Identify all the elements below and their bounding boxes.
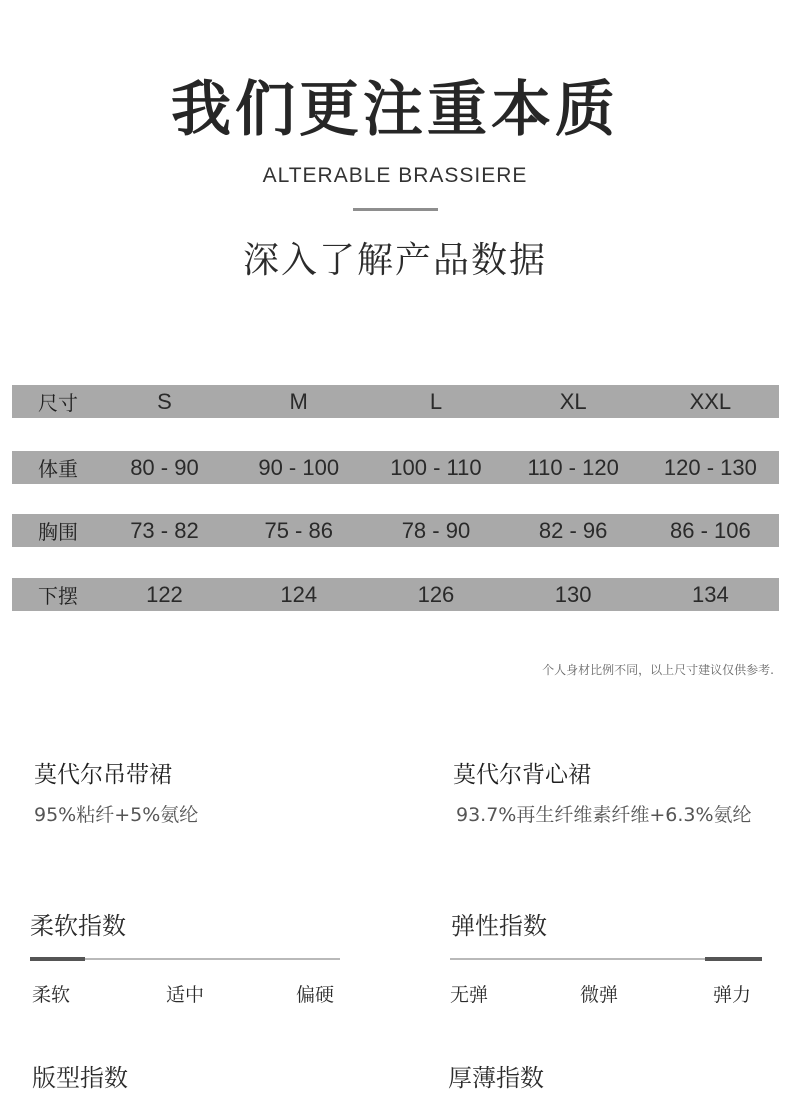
softness-scale-track <box>30 958 340 960</box>
table-cell: 124 <box>280 581 318 607</box>
table-cell: 80 - 90 <box>130 454 199 480</box>
section-subtitle: 深入了解产品数据 <box>242 240 547 281</box>
table-cell: M <box>289 388 308 414</box>
thickness-index-title: 厚薄指数 <box>448 1064 544 1092</box>
table-cell: 126 <box>417 581 455 607</box>
table-cell: 86 - 106 <box>670 517 751 543</box>
scale-label: 微弹 <box>580 984 619 1006</box>
table-cell: 90 - 100 <box>258 454 340 480</box>
row-label: 胸围 <box>38 520 78 544</box>
divider <box>353 208 438 211</box>
scale-label: 柔软 <box>32 984 71 1006</box>
table-cell: 122 <box>146 581 183 607</box>
table-cell: XXL <box>689 388 732 414</box>
fit-index-title: 版型指数 <box>32 1064 128 1092</box>
elasticity-scale-indicator <box>705 957 762 961</box>
softness-index-title: 柔软指数 <box>30 912 126 940</box>
table-cell: 82 - 96 <box>538 517 608 543</box>
table-cell: 73 - 82 <box>130 517 199 543</box>
scale-label: 偏硬 <box>296 984 335 1006</box>
table-cell: 110 - 120 <box>527 454 619 480</box>
table-cell: 120 - 130 <box>663 454 757 480</box>
table-cell: XL <box>559 388 587 414</box>
elasticity-index-title: 弹性指数 <box>451 912 547 940</box>
table-cell: 134 <box>692 581 729 607</box>
table-cell: S <box>157 388 172 414</box>
scale-label: 弹力 <box>713 984 752 1006</box>
table-cell: 130 <box>554 581 592 607</box>
fabric-name: 莫代尔背心裙 <box>453 762 591 788</box>
hem-row <box>12 578 779 611</box>
row-label: 下摆 <box>38 584 78 608</box>
table-cell: 100 - 110 <box>390 454 482 480</box>
fabric-composition: 93.7%再生纤维素纤维+6.3%氨纶 <box>456 804 752 826</box>
weight-row <box>12 451 779 484</box>
softness-scale-indicator <box>30 957 85 961</box>
fabric-composition: 95%粘纤+5%氨纶 <box>34 804 199 826</box>
row-label: 尺寸 <box>38 391 78 415</box>
row-label: 体重 <box>38 457 78 481</box>
fabric-name: 莫代尔吊带裙 <box>34 762 172 788</box>
elasticity-scale-track <box>450 958 762 960</box>
page-title: 我们更注重本质 <box>171 75 619 145</box>
english-subtitle: ALTERABLE BRASSIERE <box>262 164 528 187</box>
scale-label: 适中 <box>166 984 205 1006</box>
table-cell: 75 - 86 <box>264 517 333 543</box>
bust-row <box>12 514 779 547</box>
size-row <box>12 385 779 418</box>
table-cell: 78 - 90 <box>401 517 471 543</box>
scale-label: 无弹 <box>450 984 489 1006</box>
size-note: 个人身材比例不同，以上尺寸建议仅供参考. <box>542 663 774 677</box>
table-cell: L <box>429 388 443 414</box>
